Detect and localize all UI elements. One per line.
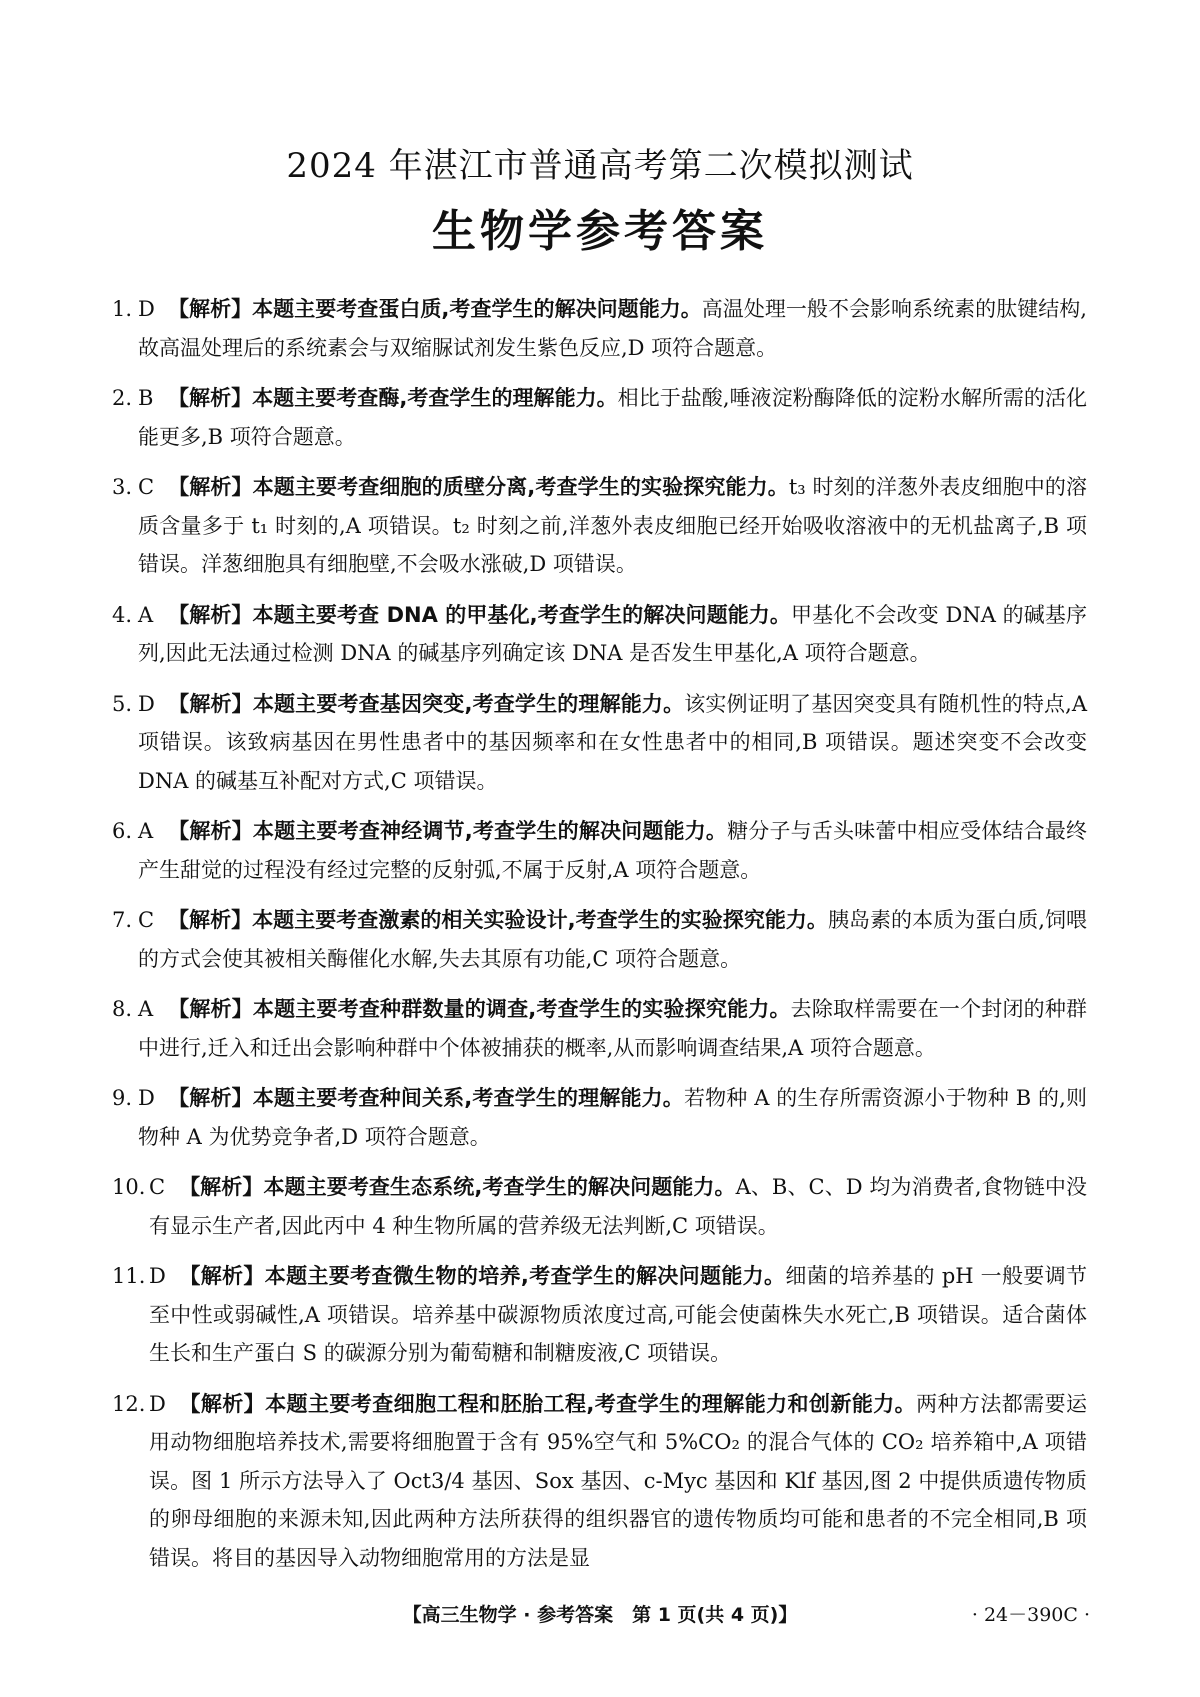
analysis-tag: 【解析】 [179, 1175, 264, 1199]
item-explanation: 糖分子与舌头味蕾中相应受体结合最终产生甜觉的过程没有经过完整的反射弧,不属于反射,A 项符合题意。 [138, 819, 1088, 882]
answer-item [112, 685, 1087, 801]
item-focus: 本题主要考查种群数量的调查,考查学生的实验探究能力。 [252, 997, 791, 1021]
analysis-tag: 【解析】 [179, 1264, 265, 1288]
item-answer: D [138, 691, 155, 716]
item-focus: 本题主要考查细胞工程和胚胎工程,考查学生的理解能力和创新能力。 [265, 1391, 917, 1416]
item-answer: D [138, 1086, 155, 1110]
item-explanation: 细菌的培养基的 pH 一般要调节至中性或弱碱性,A 项错误。培养基中碳源物质浓度过高,可能会使菌株失水死亡,B 项错误。适合菌体生长和生产蛋白 S 的碳源分别为葡萄糖和制糖废液,C 项错误。 [149, 1264, 1088, 1365]
item-answer: B [138, 386, 154, 410]
item-answer: C [138, 908, 155, 932]
item-focus: 本题主要考查微生物的培养,考查学生的解决问题能力。 [264, 1264, 786, 1288]
answer-list [112, 290, 1087, 1589]
answer-item [112, 990, 1087, 1067]
item-answer: A [138, 997, 154, 1021]
answer-item [112, 812, 1087, 889]
item-focus: 本题主要考查酶,考查学生的理解能力。 [252, 386, 618, 410]
item-explanation: 去除取样需要在一个封闭的种群中进行,迁入和迁出会影响种群中个体被捕获的概率,从而影响调查结果,A 项符合题意。 [138, 997, 1088, 1060]
exam-title: 2024 年湛江市普通高考第二次模拟测试 [286, 146, 914, 186]
item-focus: 本题主要考查细胞的质壁分离,考查学生的实验探究能力。 [252, 475, 789, 499]
analysis-tag: 【解析】 [168, 691, 253, 716]
item-number: 10. [112, 1175, 146, 1199]
item-explanation: 甲基化不会改变 DNA 的碱基序列,因此无法通过检测 DNA 的碱基序列确定该 DNA 是否发生甲基化,A 项符合题意。 [138, 602, 1088, 665]
answer-item [112, 1257, 1087, 1373]
answer-item [112, 379, 1087, 456]
item-explanation: 胰岛素的本质为蛋白质,饲喂的方式会使其被相关酶催化水解,失去其原有功能,C 项符合题意。 [138, 908, 1087, 971]
item-answer: D [149, 1264, 166, 1288]
item-answer: C [149, 1175, 166, 1199]
item-number: 8. [112, 997, 133, 1021]
analysis-tag: 【解析】 [168, 602, 253, 627]
item-explanation: 高温处理一般不会影响系统素的肽键结构,故高温处理后的系统素会与双缩脲试剂发生紫色反应,D 项符合题意。 [138, 297, 1087, 360]
answer-item [112, 596, 1087, 673]
item-answer: C [138, 475, 155, 499]
item-number: 11. [112, 1264, 146, 1288]
answer-item [112, 901, 1087, 978]
paper-code: · 24－390C · [971, 1604, 1090, 1626]
item-answer: D [138, 297, 155, 321]
item-explanation: 相比于盐酸,唾液淀粉酶降低的淀粉水解所需的活化能更多,B 项符合题意。 [138, 386, 1087, 449]
answer-key-title: 生物学参考答案 [432, 206, 768, 257]
item-number: 5. [112, 691, 133, 716]
item-answer: D [149, 1391, 166, 1416]
analysis-tag: 【解析】 [168, 386, 253, 410]
analysis-tag: 【解析】 [179, 1391, 266, 1416]
analysis-tag: 【解析】 [168, 1086, 253, 1110]
item-number: 9. [112, 1086, 133, 1110]
item-explanation: A、B、C、D 均为消费者,食物链中没有显示生产者,因此丙中 4 种生物所属的营养级无法判断,C 项错误。 [149, 1175, 1088, 1238]
answer-item [112, 1168, 1087, 1245]
item-explanation: t₃ 时刻的洋葱外表皮细胞中的溶质含量多于 t₁ 时刻的,A 项错误。t₂ 时刻之前,洋葱外表皮细胞已经开始吸收溶液中的无机盐离子,B 项错误。洋葱细胞具有细胞壁,不会吸水涨破,D 项错误。 [138, 475, 1087, 576]
item-number: 12. [112, 1391, 146, 1416]
item-number: 3. [112, 475, 133, 499]
item-answer: A [138, 819, 154, 843]
answer-item [112, 1385, 1087, 1578]
item-number: 2. [112, 386, 133, 410]
analysis-tag: 【解析】 [168, 475, 253, 499]
item-explanation: 两种方法都需要运用动物细胞培养技术,需要将细胞置于含有 95%空气和 5%CO₂ 的混合气体的 CO₂ 培养箱中,A 项错误。图 1 所示方法导入了 Oct3/4 基因、Sox 基因、c-Myc 基因和 Klf 基因,图 2 中提供质遗传物质的卵母细胞的来源未知,因此两种方法所获得的组织器官的遗传物质均可能和患者的不完全相同,B 项错误。将目的基因导入动物细胞常用的方法是显 [149, 1391, 1088, 1570]
answer-item [112, 290, 1087, 367]
item-focus: 本题主要考查种间关系,考查学生的理解能力。 [252, 1086, 684, 1110]
analysis-tag: 【解析】 [168, 997, 253, 1021]
answer-item [112, 1079, 1087, 1156]
item-focus: 本题主要考查神经调节,考查学生的解决问题能力。 [252, 819, 728, 843]
analysis-tag: 【解析】 [168, 297, 253, 321]
item-number: 7. [112, 908, 133, 932]
item-focus: 本题主要考查激素的相关实验设计,考查学生的实验探究能力。 [252, 908, 828, 932]
answer-item [112, 468, 1087, 584]
analysis-tag: 【解析】 [168, 819, 253, 843]
item-explanation: 该实例证明了基因突变具有随机性的特点,A 项错误。该致病基因在男性患者中的基因频率和在女性患者中的相同,B 项错误。题述突变不会改变 DNA 的碱基互补配对方式,C 项错误。 [138, 691, 1088, 793]
item-focus: 本题主要考查蛋白质,考查学生的解决问题能力。 [252, 297, 702, 321]
item-explanation: 若物种 A 的生存所需资源小于物种 B 的,则物种 A 为优势竞争者,D 项符合题意。 [138, 1086, 1087, 1149]
item-focus: 本题主要考查基因突变,考查学生的理解能力。 [252, 691, 685, 716]
item-focus: 本题主要考查 DNA 的甲基化,考查学生的解决问题能力。 [252, 602, 792, 627]
item-number: 6. [112, 819, 133, 843]
item-answer: A [138, 602, 154, 627]
item-focus: 本题主要考查生态系统,考查学生的解决问题能力。 [263, 1175, 736, 1199]
item-number: 4. [112, 602, 133, 627]
item-number: 1. [112, 297, 133, 321]
footer-label: 【高三生物学 · 参考答案 第 1 页(共 4 页)】 [402, 1604, 798, 1626]
analysis-tag: 【解析】 [168, 908, 253, 932]
